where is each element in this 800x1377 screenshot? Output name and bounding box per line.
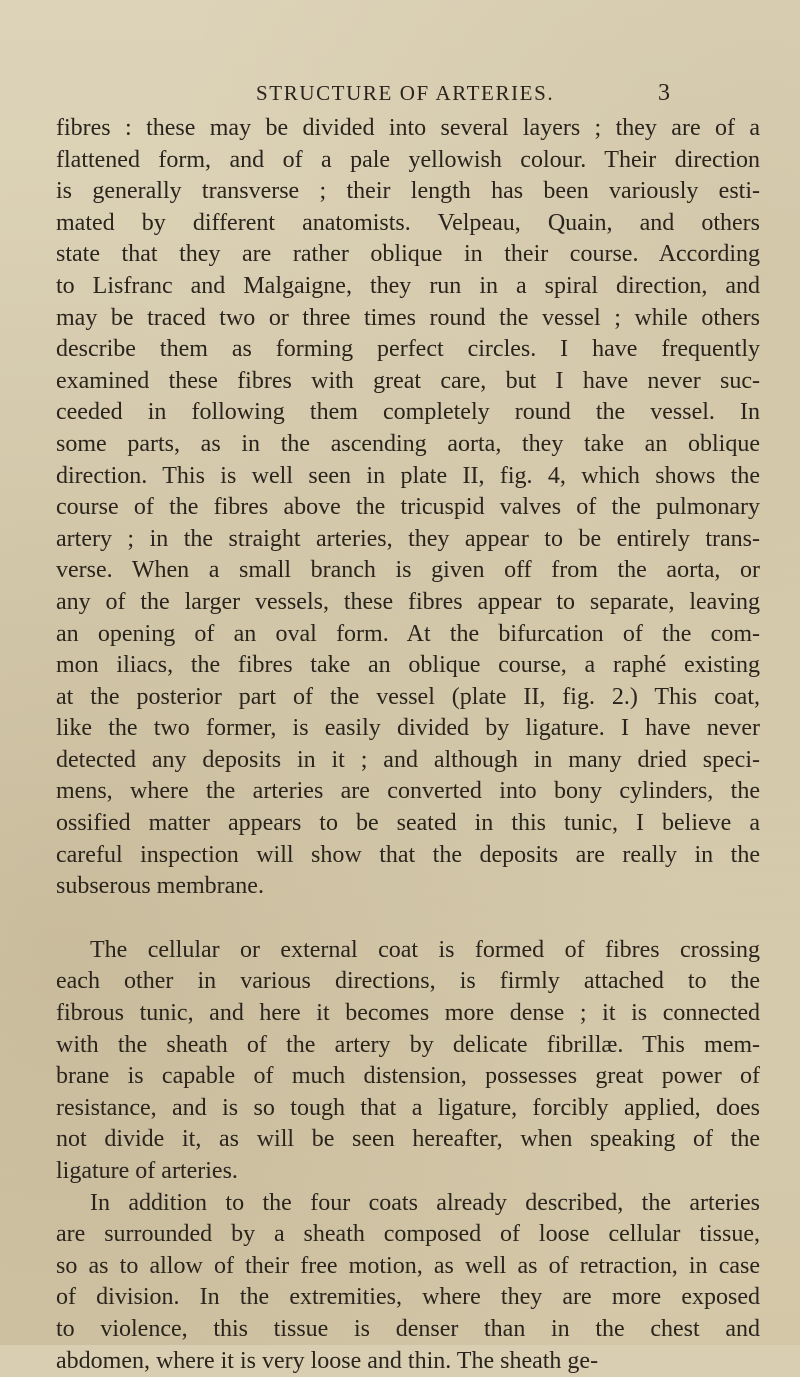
text-line: In addition to the four coats already described, the arteries [90, 1189, 760, 1216]
text-line: mated by different anatomists. Velpeau, Quain, and others [56, 209, 760, 236]
text-line: to violence, this tissue is denser than in the chest and [56, 1315, 760, 1342]
text-line: with the sheath of the artery by delicate fibrillæ. This mem- [56, 1031, 760, 1058]
running-head-title: STRUCTURE OF ARTERIES. [256, 81, 555, 105]
text-line: ossified matter appears to be seated in this tunic, I believe a [56, 810, 760, 837]
text-line: an opening of an oval form. At the bifurcation of the com- [56, 620, 760, 647]
text-line: flattened form, and of a pale yellowish colour. Their direction [56, 146, 760, 173]
running-head [0, 78, 800, 108]
page-number: 3 [658, 80, 670, 106]
text-line: fibres : these may be divided into several layers ; they are of a [56, 115, 760, 141]
text-line: describe them as forming perfect circles. I have frequently [56, 336, 760, 363]
text-line: detected any deposits in it ; and although in many dried speci- [56, 746, 760, 773]
text-line: direction. This is well seen in plate II, fig. 4, which shows the [56, 462, 760, 489]
text-line: of division. In the extremities, where they are more exposed [56, 1284, 760, 1311]
text-line: examined these fibres with great care, but I have never suc- [56, 367, 760, 394]
text-line: mens, where the arteries are converted into bony cylinders, the [56, 778, 760, 805]
text-line: may be traced two or three times round the vessel ; while others [56, 304, 760, 331]
text-line: so as to allow of their free motion, as well as of retraction, in case [56, 1252, 760, 1279]
text-line: careful inspection will show that the deposits are really in the [56, 841, 760, 868]
text-line: to Lisfranc and Malgaigne, they run in a spiral direction, and [56, 272, 760, 299]
text-line: any of the larger vessels, these fibres appear to separate, leaving [56, 588, 760, 615]
text-line: verse. When a small branch is given off from the aorta, or [56, 557, 760, 584]
paragraph-gap [56, 903, 760, 935]
body-text [56, 113, 760, 1377]
text-line: artery ; in the straight arteries, they appear to be entirely trans- [56, 525, 760, 552]
text-line: like the two former, is easily divided by ligature. I have never [56, 715, 760, 742]
text-line: ligature of arteries. [56, 1158, 238, 1184]
text-line: subserous membrane. [56, 873, 264, 900]
text-line: course of the fibres above the tricuspid valves of the pulmonary [56, 494, 760, 521]
text-line: each other in various directions, is firmly attached to the [56, 968, 760, 995]
text-line: not divide it, as will be seen hereafter, when speaking of the [56, 1126, 760, 1153]
text-line: at the posterior part of the vessel (plate II, fig. 2.) This coat, [56, 683, 760, 710]
paragraph [56, 1188, 760, 1377]
text-line: brane is capable of much distension, possesses great power of [56, 1063, 760, 1090]
text-line: ceeded in following them completely round the vessel. In [56, 399, 760, 426]
text-line: fibrous tunic, and here it becomes more dense ; it is connected [56, 1000, 760, 1027]
text-line: abdomen, where it is very loose and thin. The sheath ge- [56, 1347, 599, 1374]
text-line: are surrounded by a sheath composed of loose cellular tissue, [56, 1221, 760, 1248]
text-line: resistance, and is so tough that a ligature, forcibly applied, does [56, 1094, 760, 1121]
text-line: state that they are rather oblique in their course. According [56, 241, 760, 268]
text-line: The cellular or external coat is formed of fibres crossing [90, 936, 760, 963]
text-line: is generally transverse ; their length has been variously esti- [56, 178, 760, 205]
paragraph [56, 113, 760, 903]
text-line: some parts, as in the ascending aorta, they take an oblique [56, 430, 760, 457]
paragraph [56, 935, 760, 1188]
text-line: mon iliacs, the fibres take an oblique course, a raphé existing [56, 652, 760, 679]
